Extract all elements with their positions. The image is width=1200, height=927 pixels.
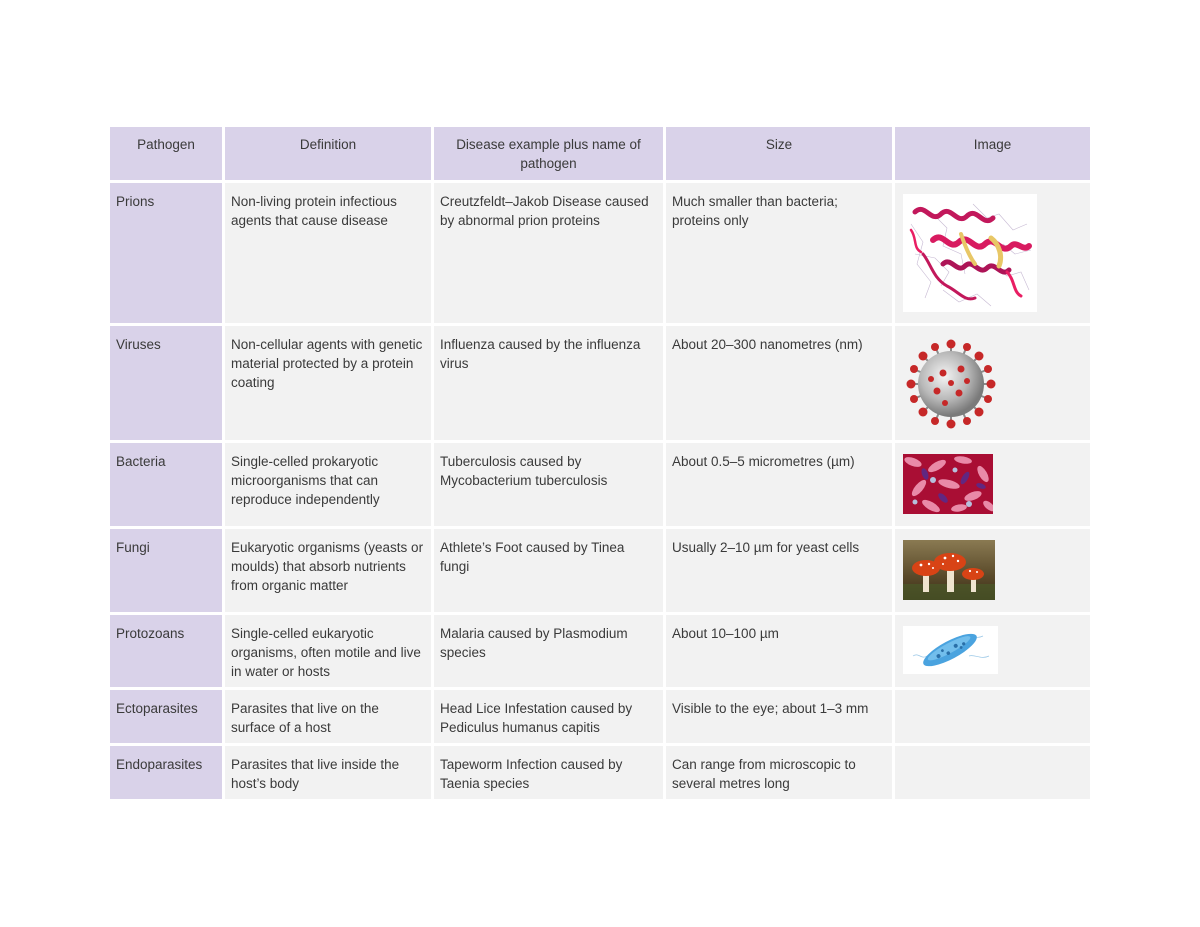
table-row <box>110 690 1090 743</box>
size-cell: Can range from microscopic to several metres long <box>666 746 892 799</box>
definition-cell: Eukaryotic organisms (yeasts or moulds) that absorb nutrients from organic matter <box>225 529 431 612</box>
prion-protein-image <box>903 194 1037 312</box>
protozoan-image <box>903 626 998 674</box>
header-pathogen: Pathogen <box>110 127 222 180</box>
table-row <box>110 183 1090 323</box>
header-disease-example: Disease example plus name of pathogen <box>434 127 663 180</box>
pathogen-name: Endoparasites <box>110 746 222 799</box>
disease-cell: Malaria caused by Plasmodium species <box>434 615 663 687</box>
pathogen-name: Fungi <box>110 529 222 612</box>
definition-cell: Single-celled eukaryotic organisms, often motile and live in water or hosts <box>225 615 431 687</box>
header-definition: Definition <box>225 127 431 180</box>
pathogen-name: Ectoparasites <box>110 690 222 743</box>
bacteria-image <box>903 454 993 514</box>
definition-cell: Non-cellular agents with genetic material protected by a protein coating <box>225 326 431 440</box>
disease-cell: Athlete’s Foot caused by Tinea fungi <box>434 529 663 612</box>
disease-cell: Influenza caused by the influenza virus <box>434 326 663 440</box>
table-row <box>110 615 1090 687</box>
definition-cell: Parasites that live on the surface of a host <box>225 690 431 743</box>
definition-cell: Non-living protein infectious agents that cause disease <box>225 183 431 323</box>
image-cell <box>895 443 1090 526</box>
pathogen-name: Bacteria <box>110 443 222 526</box>
image-cell <box>895 746 1090 799</box>
size-cell: About 10–100 µm <box>666 615 892 687</box>
image-cell <box>895 690 1090 743</box>
size-cell: Visible to the eye; about 1–3 mm <box>666 690 892 743</box>
image-cell <box>895 615 1090 687</box>
virus-image <box>903 337 999 431</box>
table-row <box>110 326 1090 440</box>
disease-cell: Creutzfeldt–Jakob Disease caused by abnormal prion proteins <box>434 183 663 323</box>
image-cell <box>895 326 1090 440</box>
pathogen-name: Viruses <box>110 326 222 440</box>
table-row <box>110 443 1090 526</box>
pathogen-name: Prions <box>110 183 222 323</box>
size-cell: Usually 2–10 µm for yeast cells <box>666 529 892 612</box>
image-cell <box>895 183 1090 323</box>
size-cell: About 0.5–5 micrometres (µm) <box>666 443 892 526</box>
header-image: Image <box>895 127 1090 180</box>
definition-cell: Parasites that live inside the host’s body <box>225 746 431 799</box>
disease-cell: Tapeworm Infection caused by Taenia species <box>434 746 663 799</box>
disease-cell: Tuberculosis caused by Mycobacterium tuberculosis <box>434 443 663 526</box>
header-row <box>110 127 1090 180</box>
mushroom-image <box>903 540 995 600</box>
pathogen-name: Protozoans <box>110 615 222 687</box>
size-cell: Much smaller than bacteria; proteins only <box>666 183 892 323</box>
header-size: Size <box>666 127 892 180</box>
image-cell <box>895 529 1090 612</box>
pathogen-table <box>107 124 1093 802</box>
size-cell: About 20–300 nanometres (nm) <box>666 326 892 440</box>
disease-cell: Head Lice Infestation caused by Pediculus humanus capitis <box>434 690 663 743</box>
definition-cell: Single-celled prokaryotic microorganisms that can reproduce independently <box>225 443 431 526</box>
table-row <box>110 529 1090 612</box>
table-row <box>110 746 1090 799</box>
